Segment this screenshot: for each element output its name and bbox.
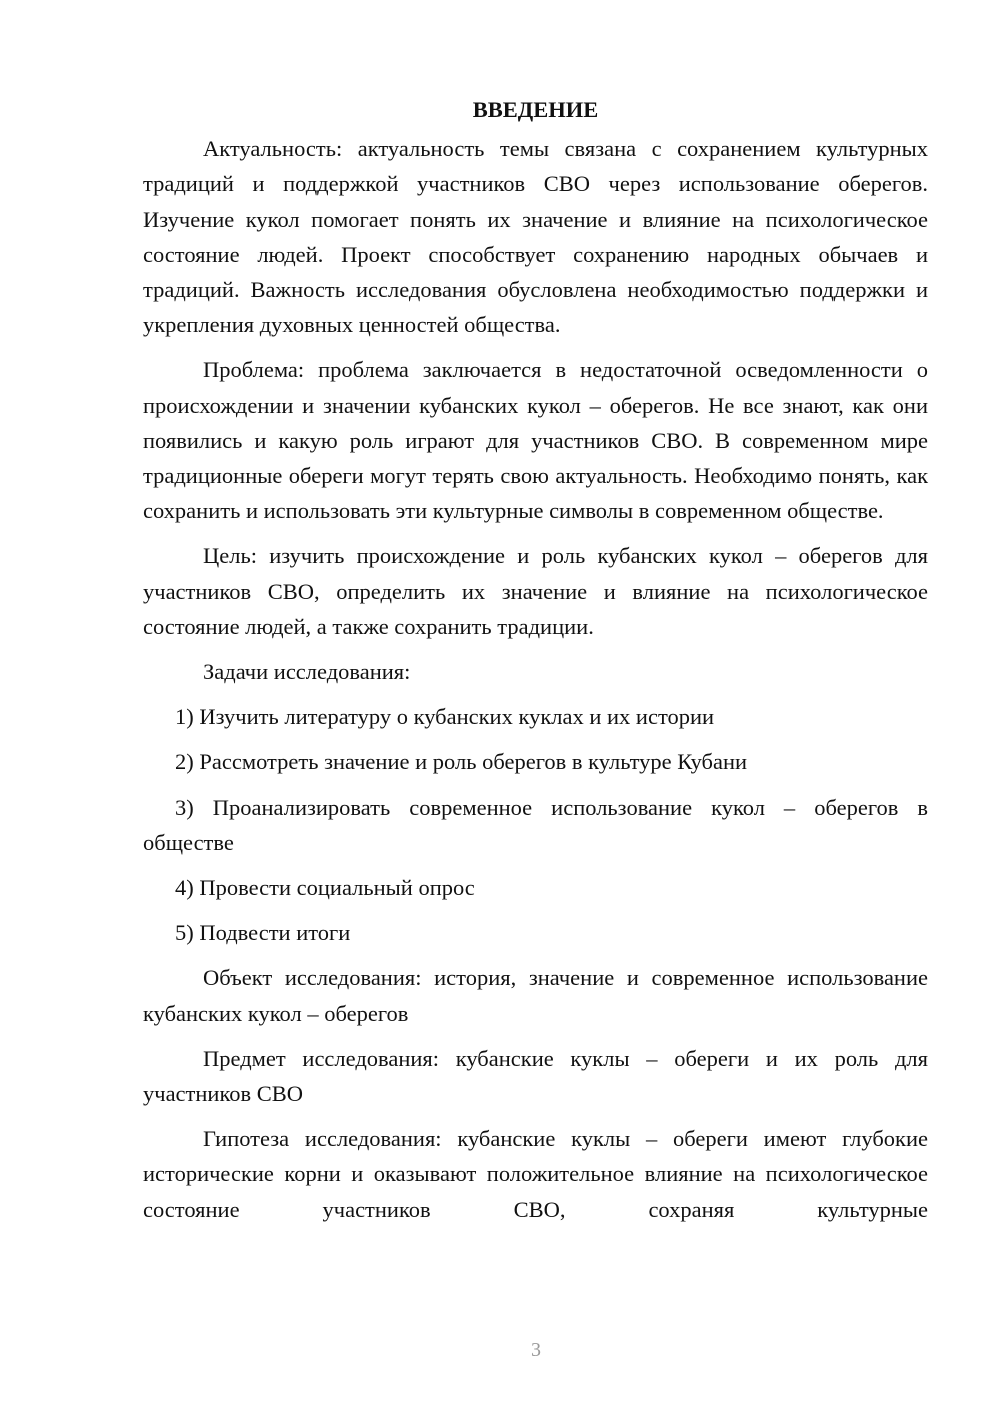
section-title: ВВЕДЕНИЕ bbox=[472, 97, 599, 122]
page-number: 3 bbox=[531, 1339, 541, 1361]
paragraph-problem: Проблема: проблема заключается в недостаточной осведомленности о происхождении и значении кубанских кукол – оберегов. Не все знают, как они появились и какую роль играют для участников СВО. В современном мире традиционные обереги могут терять свою актуальность. Необходимо понять, как сохранить и использовать эти культурные символы в современном обществе. bbox=[143, 357, 928, 524]
paragraph-object: Объект исследования: история, значение и современное использование кубанских кукол – оберегов bbox=[143, 965, 928, 1026]
task-item: 1) Изучить литературу о кубанских куклах и их истории bbox=[175, 704, 715, 730]
paragraph-goal: Цель: изучить происхождение и роль кубанских кукол – оберегов для участников СВО, определить их значение и влияние на психологическое состояние людей, а также сохранить традиции. bbox=[143, 543, 928, 639]
task-item: 2) Рассмотреть значение и роль оберегов в культуре Кубани bbox=[175, 749, 748, 775]
paragraph-subject: Предмет исследования: кубанские куклы – обереги и их роль для участников СВО bbox=[143, 1045, 928, 1107]
paragraph-relevance: Актуальность: актуальность темы связана с сохранением культурных традиций и поддержкой участников СВО через использование оберегов. Изучение кукол помогает понять их значение и влияние на психологическое состояние людей. Проект способствует сохранению народных обычаев и традиций. Важность исследования обусловлена необходимостью поддержки и укрепления духовных ценностей общества. bbox=[143, 136, 928, 338]
page-content bbox=[143, 92, 928, 1237]
task-item: 4) Провести социальный опрос bbox=[175, 875, 475, 901]
paragraph-tasks-heading: Задачи исследования: bbox=[203, 659, 411, 685]
task-item: 5) Подвести итоги bbox=[175, 920, 351, 946]
task-item: 3) Проанализировать современное использование кукол – оберегов в обществе bbox=[143, 794, 928, 855]
paragraph-hypothesis: Гипотеза исследования: кубанские куклы – обереги имеют глубокие исторические корни и оказывают положительное влияние на психологическое состояние участников СВО, сохраняя культурные bbox=[143, 1126, 928, 1222]
